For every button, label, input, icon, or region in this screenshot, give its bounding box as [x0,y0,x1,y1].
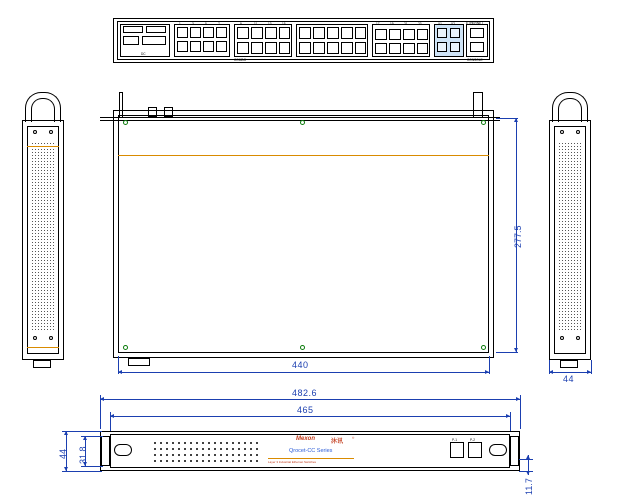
top-port [341,27,353,39]
right-side-screw [560,336,564,340]
top-ethernet-label: ETHERNET [466,21,484,25]
centerline-horizontal [118,155,489,156]
front-vent-mesh [152,440,262,462]
brand-name-cn: 沐讯 [331,439,344,445]
top-port-number: 1 [179,22,181,26]
left-side-screw [49,130,53,134]
post-center-b [164,107,173,117]
post-right [473,92,483,118]
top-port [403,29,415,40]
left-vent-mesh [31,142,55,332]
top-console-port [470,42,484,52]
top-port [375,29,387,40]
right-side-handle-inner [558,98,582,122]
top-dc-led-row [123,36,139,45]
top-port [177,41,188,52]
dim-465-ext-left [110,412,111,432]
top-port [299,27,311,39]
brand-underline [268,458,354,459]
main-body-inner-outline [118,115,489,353]
dim-sidewidth-ext-right [591,360,592,374]
dim-sidewidth-line [549,372,591,373]
right-side-screw [560,130,564,134]
dim-440-line [118,372,489,373]
top-port [279,27,290,39]
top-port [177,27,188,38]
mount-screw [481,120,486,125]
dim-sidewidth-label: 44 [563,374,575,384]
top-dc-module-label: DC [141,52,146,56]
top-port [279,42,290,54]
top-port-number: 11 [254,22,258,26]
top-port [327,42,339,54]
dim-465-ext-right [510,412,511,432]
dim-44-label: 44 [58,448,68,459]
top-sfp-label-x1: X1 [438,22,442,26]
top-port [417,43,428,54]
top-ethernet-port [470,28,484,38]
front-ear-slot-right [489,444,507,456]
front-power-label-2: P-2 [470,438,475,442]
top-sfp-port [450,42,460,52]
mount-screw [300,120,305,125]
top-port-number: 7 [218,22,220,26]
left-side-screw [33,130,37,134]
top-port [190,27,201,38]
dim-440-ext-left [118,356,119,374]
top-port-number: 19 [390,22,394,26]
top-combo-label: COMBO [234,58,247,62]
dim-117-ext-bottom [519,471,533,472]
top-port [237,42,249,54]
mount-screw [481,345,486,350]
dim-depth-label: 277.5 [513,225,523,248]
dim-44-ext-bottom [62,471,102,472]
top-port [265,42,277,54]
series-subtitle: Layer 3 Industrial Ethernet Switches [268,460,317,464]
dim-117-label: 11.7 [524,478,534,495]
top-port [327,27,339,39]
top-port [341,42,353,54]
top-port-number: 3 [192,22,194,26]
top-port [313,42,325,54]
top-port [251,27,263,39]
top-port [375,43,387,54]
top-port [389,43,401,54]
top-port-number: 21 [404,22,408,26]
dim-4826-ext-right [520,395,521,429]
dim-440-ext-right [489,356,490,374]
top-port [190,41,201,52]
top-port [403,43,415,54]
dim-depth-ext-bottom [496,352,518,353]
left-side-centerline [27,146,59,147]
dim-440-label: 440 [292,360,309,370]
front-power-label-1: P-1 [452,438,457,442]
top-port-number: 23 [418,22,422,26]
top-port [313,27,325,39]
top-sfp-label-x2: X2 [451,22,455,26]
front-power-module-2 [468,442,482,458]
top-port [299,42,311,54]
right-side-screw [576,336,580,340]
top-port [265,27,277,39]
front-rack-ear-right [510,436,519,466]
left-side-foot [33,360,51,368]
dim-318-label: 31.8 [78,446,88,464]
dim-sidewidth-ext-left [549,360,550,374]
dim-4826-line [100,399,520,400]
dim-44-ext-top [62,431,102,432]
right-vent-mesh [558,142,582,332]
top-port [417,29,428,40]
top-port-number: 17 [376,22,380,26]
top-port [355,42,366,54]
top-dc-terminal-b [146,26,166,33]
front-ear-slot-left [114,444,132,456]
top-dc-switch [142,36,166,45]
left-side-centerline-2 [27,347,59,348]
front-power-module-1 [450,442,464,458]
left-side-screw [33,336,37,340]
dim-318-ext-bottom [81,466,103,467]
dim-depth-ext-top [496,118,518,119]
brand-name: Mexon [296,436,316,442]
top-console-label: CONSOLE [467,58,483,62]
bottom-edge-a [175,352,205,353]
dim-465-label: 465 [297,405,314,415]
top-sfp-port [450,28,460,38]
right-side-screw [576,130,580,134]
top-port [389,29,401,40]
top-port-number: 5 [205,22,207,26]
top-port [216,41,227,52]
right-side-foot [560,360,578,368]
dim-4826-label: 482.6 [292,388,318,398]
mount-screw [123,345,128,350]
left-side-handle-inner [31,98,55,122]
dim-117-ext-top [519,459,533,460]
top-port [251,42,263,54]
top-port-number: 13 [268,22,272,26]
top-sfp-port [437,42,447,52]
left-side-screw [49,336,53,340]
top-port-number: 9 [240,22,242,26]
mount-screw [123,120,128,125]
bottom-edge-b [440,352,470,353]
main-body-top-rail [100,117,500,118]
top-dc-terminal-a [123,26,143,33]
top-port [237,27,249,39]
top-port [355,27,366,39]
top-port [203,41,214,52]
dim-4826-ext-left [100,395,101,429]
front-rack-ear-left [101,436,110,466]
post-center-a [148,107,157,117]
dim-318-ext-top [81,436,103,437]
top-port [203,27,214,38]
top-port-number: 15 [282,22,286,26]
bottom-stub-center [128,358,150,366]
post-left [119,92,123,118]
dim-465-line [110,416,510,417]
brand-mark: ® [352,436,355,440]
top-sfp-port [437,28,447,38]
top-port [216,27,227,38]
mount-screw [300,345,305,350]
series-name: Qrocet-CC Series [289,448,333,454]
